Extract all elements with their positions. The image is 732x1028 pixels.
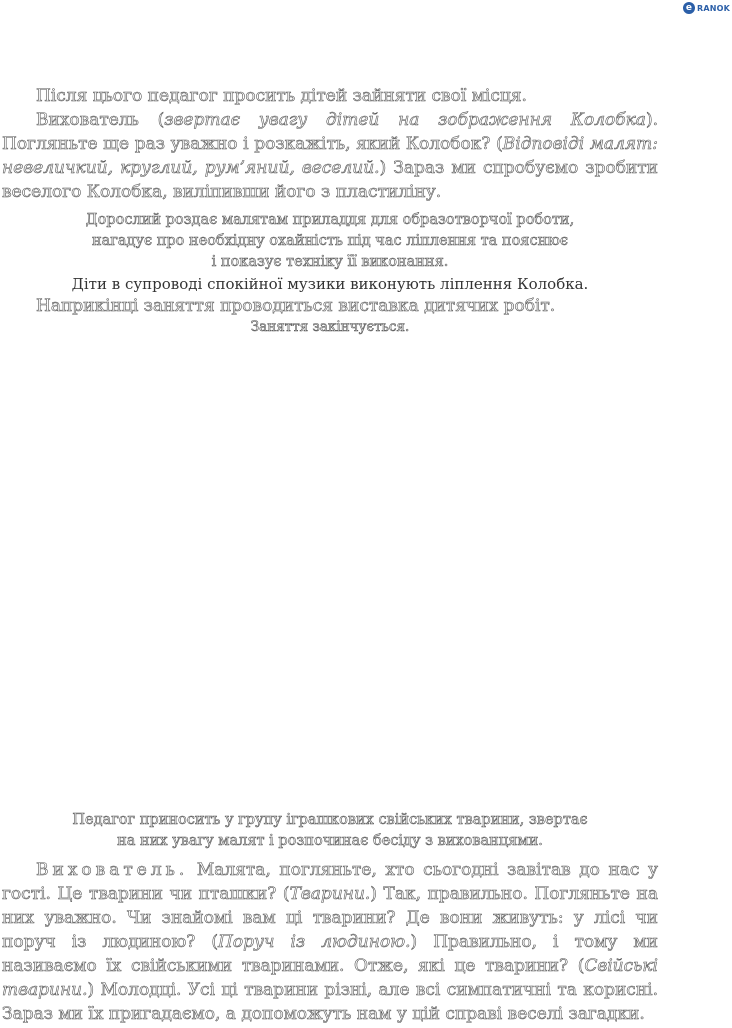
bottom-note-line-2: на них увагу малят і розпочинає бесіду з вихованцями. [117, 833, 543, 849]
stage-note-line-2: нагадує про необхідну охайність під час ліплення та пояснює [92, 233, 568, 249]
italic-remark-1: звертає увагу дітей на зображення Колобка [164, 110, 646, 130]
publisher-logo [683, 2, 730, 14]
stage-note-line-3: і показує техніку її виконання. [211, 254, 449, 270]
text-fragment: ) Правильно, і тому ми називаємо їх свійськими тваринами. Отже, які це тварини? ( [2, 932, 658, 976]
text-fragment: ) Так, правильно. Погляньте на них уважно. Чи знайомі вам ці тварини? Де вони живуть: у лісі чи поруч із людиною? ( [2, 884, 658, 952]
logo-text: RANOK [696, 3, 730, 13]
text-fragment: ). Погляньте ще раз уважно і розкажіть, який Колобок? ( [2, 110, 658, 154]
end-note: Заняття закінчується. [250, 319, 410, 335]
activity-note: Діти в супроводі спокійної музики виконують ліплення Колобка. [71, 275, 589, 293]
role-label: Вихователь [36, 110, 139, 130]
stage-note [2, 210, 658, 273]
text-fragment: ) Молодці. Усі ці тварини різні, але всі симпатичні та корисні. Зараз ми їх пригадаємо, а допоможуть нам у цій справі веселі загадки. [2, 980, 658, 1024]
italic-answer-2: Поруч із людиною. [218, 932, 411, 952]
paragraph-1: Після цього педагог просить дітей зайняти свої місця. [36, 86, 527, 106]
bottom-note [2, 810, 658, 852]
text-fragment: ( [138, 110, 165, 130]
text-fragment: ) Зараз ми спробуємо зробити веселого Колобка, виліпивши його з пластиліну. [2, 158, 658, 202]
paragraph-3: Наприкінці заняття проводиться виставка дитячих робіт. [36, 296, 556, 316]
text-fragment: Малята, погляньте, хто сьогодні завітав до нас у гості. Це тварини чи пташки? ( [2, 860, 658, 904]
e-logo-icon: e [683, 2, 695, 14]
bottom-section [2, 810, 658, 1026]
role-label: Вихователь. [36, 860, 189, 880]
top-section [2, 84, 658, 337]
stage-note-line-1: Дорослий роздає малятам приладдя для образотворчої роботи, [85, 212, 575, 228]
dialogue-paragraph [2, 858, 658, 1026]
paragraph-2 [2, 108, 658, 204]
italic-remark-2: Відповіді малят: невеличкий, круглий, рум’яний, веселий. [2, 134, 658, 178]
bottom-note-line-1: Педагог приносить у групу іграшкових свійських тварини, звертає [72, 812, 588, 828]
italic-answer-1: Тварини. [289, 884, 371, 904]
italic-answer-3: Свійські тварини. [2, 956, 658, 1000]
